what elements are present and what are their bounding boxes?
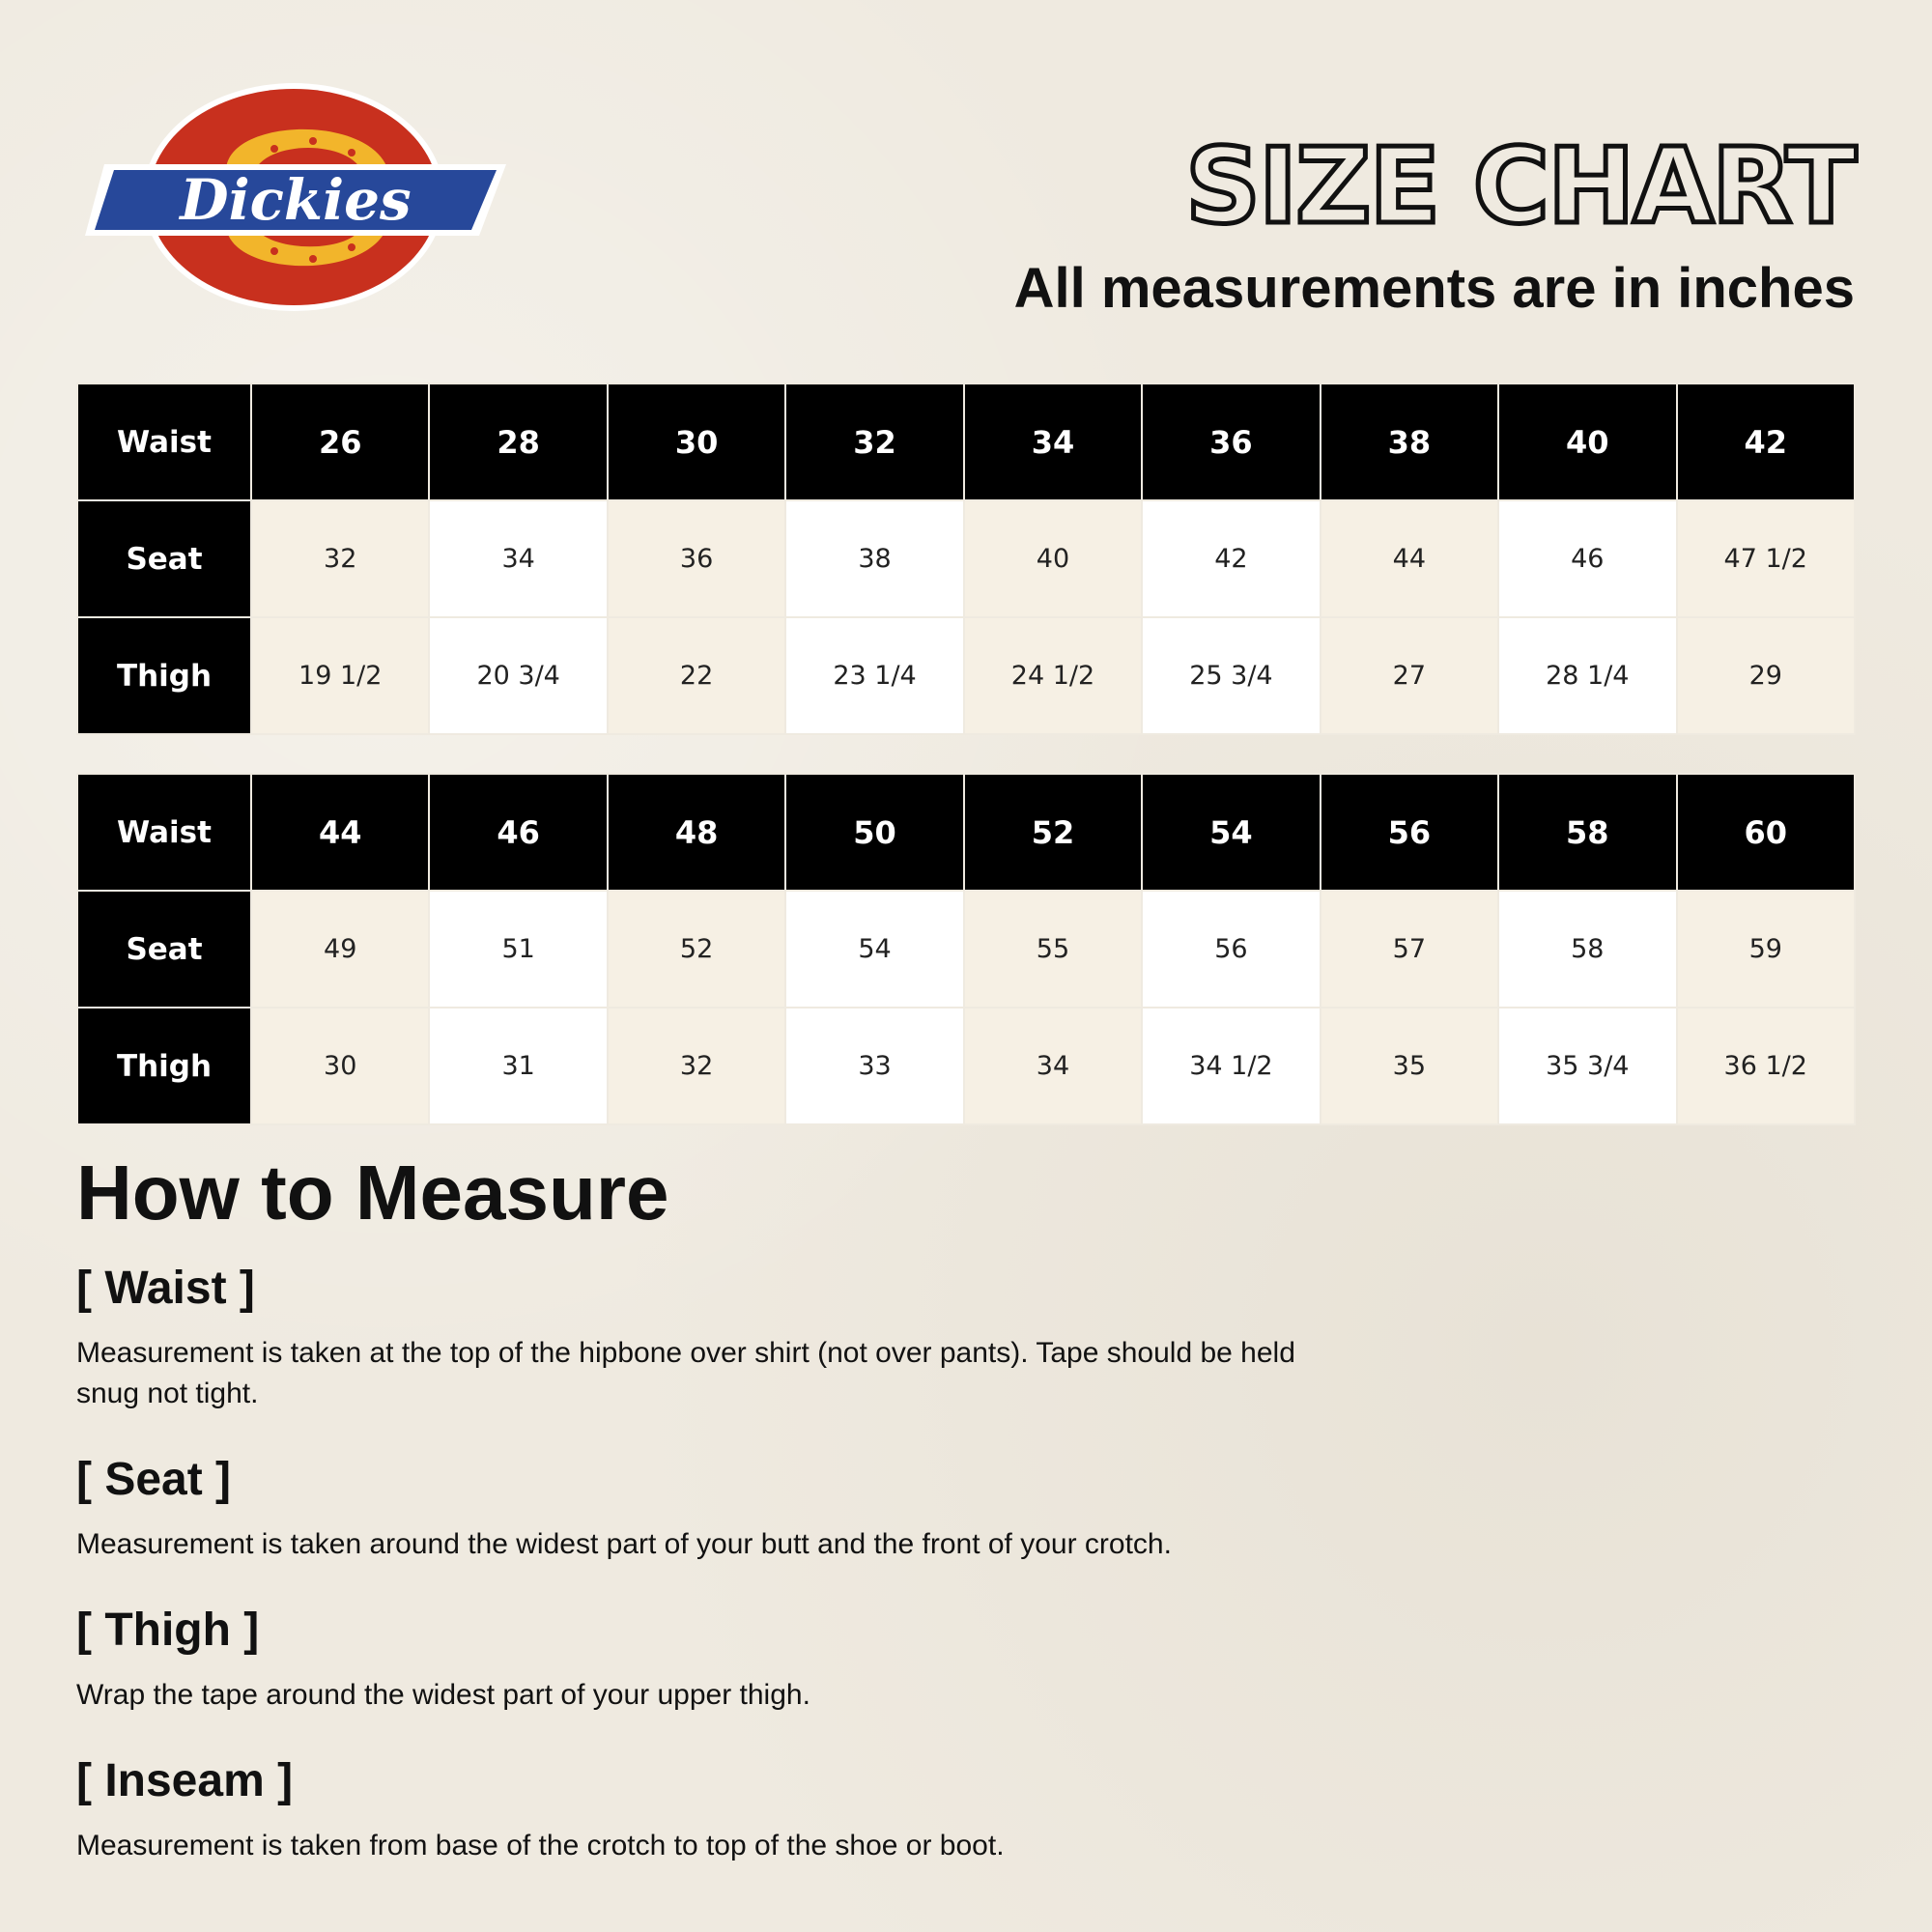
seat-cell: 36 — [608, 500, 785, 617]
row-label-waist: Waist — [77, 384, 251, 500]
how-to-measure-title: How to Measure — [76, 1150, 669, 1236]
row-label-seat: Seat — [77, 500, 251, 617]
seat-row — [77, 500, 1855, 617]
thigh-cell: 33 — [785, 1008, 963, 1124]
seat-cell: 52 — [608, 891, 785, 1008]
page-subtitle: All measurements are in inches — [1013, 257, 1855, 320]
seat-cell: 58 — [1498, 891, 1676, 1008]
title-block — [1013, 127, 1855, 320]
seat-cell: 40 — [964, 500, 1142, 617]
logo-wordmark: Dickies — [180, 167, 412, 233]
row-label-thigh: Thigh — [77, 1008, 251, 1124]
thigh-cell: 28 1/4 — [1498, 617, 1676, 734]
thigh-cell: 35 — [1321, 1008, 1498, 1124]
section-heading: [ Seat ] — [76, 1454, 232, 1505]
dickies-logo — [81, 79, 506, 316]
section-waist — [76, 1265, 1351, 1414]
thigh-cell: 35 3/4 — [1498, 1008, 1676, 1124]
section-heading: [ Inseam ] — [76, 1755, 294, 1806]
thigh-cell: 32 — [608, 1008, 785, 1124]
seat-cell: 51 — [429, 891, 607, 1008]
waist-cell: 32 — [785, 384, 963, 500]
waist-cell: 26 — [251, 384, 429, 500]
seat-cell: 34 — [429, 500, 607, 617]
row-label-thigh: Thigh — [77, 617, 251, 734]
seat-cell: 54 — [785, 891, 963, 1008]
thigh-cell: 34 1/2 — [1142, 1008, 1320, 1124]
waist-cell: 54 — [1142, 774, 1320, 891]
section-text: Measurement is taken around the widest part of your butt and the front of your crotch. — [76, 1528, 1172, 1560]
thigh-cell: 30 — [251, 1008, 429, 1124]
seat-cell: 49 — [251, 891, 429, 1008]
seat-cell: 56 — [1142, 891, 1320, 1008]
thigh-cell: 19 1/2 — [251, 617, 429, 734]
section-text: Measurement is taken at the top of the hipbone over shirt (not over pants). Tape should be held snug not tight. — [76, 1337, 1295, 1409]
waist-cell: 28 — [429, 384, 607, 500]
thigh-cell: 29 — [1677, 617, 1856, 734]
size-table-2 — [76, 773, 1856, 1125]
seat-row — [77, 891, 1855, 1008]
thigh-cell: 31 — [429, 1008, 607, 1124]
seat-cell: 46 — [1498, 500, 1676, 617]
waist-cell: 40 — [1498, 384, 1676, 500]
section-text: Wrap the tape around the widest part of your upper thigh. — [76, 1679, 810, 1711]
seat-cell: 42 — [1142, 500, 1320, 617]
thigh-cell: 20 3/4 — [429, 617, 607, 734]
waist-cell: 34 — [964, 384, 1142, 500]
waist-cell: 44 — [251, 774, 429, 891]
waist-cell: 50 — [785, 774, 963, 891]
waist-cell: 46 — [429, 774, 607, 891]
waist-cell: 36 — [1142, 384, 1320, 500]
seat-cell: 32 — [251, 500, 429, 617]
seat-cell: 59 — [1677, 891, 1856, 1008]
waist-cell: 48 — [608, 774, 785, 891]
seat-cell: 38 — [785, 500, 963, 617]
thigh-cell: 25 3/4 — [1142, 617, 1320, 734]
thigh-cell: 27 — [1321, 617, 1498, 734]
size-table-1 — [76, 383, 1856, 735]
section-text: Measurement is taken from base of the crotch to top of the shoe or boot. — [76, 1830, 1005, 1861]
seat-cell: 55 — [964, 891, 1142, 1008]
thigh-row — [77, 617, 1855, 734]
section-seat — [76, 1454, 1351, 1565]
thigh-cell: 23 1/4 — [785, 617, 963, 734]
page-title: SIZE CHART — [1185, 127, 1855, 247]
waist-cell: 58 — [1498, 774, 1676, 891]
row-label-seat: Seat — [77, 891, 251, 1008]
waist-cell: 52 — [964, 774, 1142, 891]
section-thigh — [76, 1607, 1351, 1716]
thigh-cell: 34 — [964, 1008, 1142, 1124]
waist-row — [77, 384, 1855, 500]
thigh-row — [77, 1008, 1855, 1124]
row-label-waist: Waist — [77, 774, 251, 891]
waist-cell: 60 — [1677, 774, 1856, 891]
section-heading: [ Thigh ] — [76, 1605, 260, 1656]
waist-row — [77, 774, 1855, 891]
seat-cell: 47 1/2 — [1677, 500, 1856, 617]
thigh-cell: 22 — [608, 617, 785, 734]
section-heading: [ Waist ] — [76, 1263, 255, 1314]
thigh-cell: 24 1/2 — [964, 617, 1142, 734]
waist-cell: 56 — [1321, 774, 1498, 891]
seat-cell: 57 — [1321, 891, 1498, 1008]
waist-cell: 42 — [1677, 384, 1856, 500]
seat-cell: 44 — [1321, 500, 1498, 617]
thigh-cell: 36 1/2 — [1677, 1008, 1856, 1124]
waist-cell: 38 — [1321, 384, 1498, 500]
section-inseam — [76, 1755, 1351, 1866]
waist-cell: 30 — [608, 384, 785, 500]
